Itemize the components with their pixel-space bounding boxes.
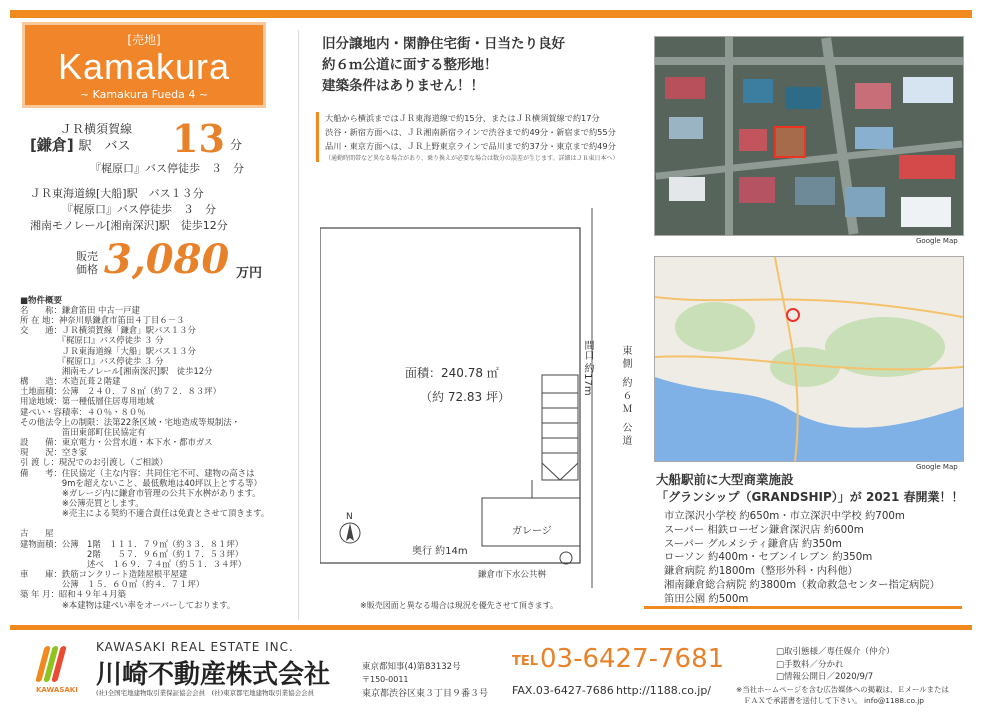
plan-area: 面積：240.78 ㎡ [405, 366, 499, 380]
price-label [76, 250, 98, 276]
spec-line: 『梶原口』バス停徒歩 ３ 分 [20, 355, 164, 366]
spec-line: ※公簿売買とします。 [20, 497, 144, 508]
spec-line: 述べ １６９．７４㎡（約５１．３４坪） [20, 558, 247, 569]
spec-line: 交 通：ＪＲ横須賀線「鎌倉」駅バス１３分 [20, 325, 196, 336]
plan-depth: 奥行 約14m [412, 546, 468, 557]
map-credit-2: Google Map [916, 463, 958, 471]
company-logo [40, 646, 64, 686]
page-title: Kamakura [57, 46, 231, 87]
access-sub-list [30, 186, 228, 234]
spec-line: 名 称：鎌倉笛田 中古一戸建 [20, 305, 140, 315]
bus-minutes-unit: 分 [230, 138, 243, 152]
facility-item: スーパー グルメシティ鎌倉店 約350m [664, 537, 842, 550]
tel-number[interactable]: 03-6427-7681 [540, 644, 725, 674]
spec-line: 築 年 月：昭和４９年４月築 [20, 589, 126, 600]
area-map-drawing [655, 257, 963, 461]
price-label-2: 価格 [76, 263, 98, 276]
spec-line: 公簿 １５．６０㎡（約４．７１坪） [20, 579, 205, 590]
spec-title: ■物件概要 [20, 296, 63, 306]
top-accent-bar [10, 10, 972, 18]
spec-line: 所 在 地：神奈川県鎌倉市笛田４丁目６－３ [20, 315, 185, 326]
access-detail-box [316, 112, 645, 162]
access-line1: ＪＲ横須賀線 [60, 122, 133, 136]
access-detail-line: 品川・東京方面へは、ＪＲ上野東京ラインで品川まで約37分・東京まで約49分 [325, 140, 616, 151]
spec-line: 備 考：住民協定（主な内容：共同住宅不可、建物の高さは [20, 467, 255, 478]
spec-line: 笛田東部町住民協定有 [20, 426, 146, 437]
facility-item: 鎌倉病院 約1800m（整形外科・内科他） [664, 565, 858, 578]
spec-line: 古 屋 [20, 528, 54, 539]
title-box [22, 22, 266, 108]
access-sub-item: 『梶原口』バス停徒歩 ３ 分 [62, 203, 216, 216]
aerial-map[interactable] [654, 36, 964, 236]
zip-code: 〒150-0011 [362, 675, 409, 684]
facility-item: スーパー 相鉄ローゼン鎌倉深沢店 約600m [664, 523, 864, 536]
spec-line: 湘南モノレール[湘南深沢]駅 徒歩12分 [20, 365, 213, 376]
access-sub-item: ＪＲ東海道線[大船]駅 バス１３分 [30, 187, 204, 200]
transaction-info [776, 646, 895, 684]
company-en: KAWASAKI REAL ESTATE INC. [96, 640, 294, 654]
access-bus-label: 駅 バス [78, 139, 131, 154]
price-label-1: 販売 [76, 250, 98, 263]
spec-list [20, 305, 269, 610]
spec-line: 建ぺい・容積率：４０％・８０％ [20, 406, 146, 417]
license-number: 東京都知事(4)第83132号 [362, 662, 461, 672]
facility-item: 湘南鎌倉総合病院 約3800m（救命救急センター指定病院） [664, 578, 940, 591]
spec-line: 現 況：空き家 [20, 447, 87, 458]
facility-underline [644, 606, 962, 609]
bus-minutes: 13 [172, 116, 225, 161]
aerial-map-drawing [655, 37, 963, 235]
page-subtitle: ~ Kamakura Fueda 4 ~ [79, 88, 209, 101]
spec-line: ※本建物は建ぺい率をオーバーしております。 [20, 599, 236, 610]
column-divider [298, 30, 299, 620]
access-sub-item: 湘南モノレール[湘南深沢]駅 徒歩12分 [30, 219, 228, 232]
spec-line [20, 518, 269, 528]
transaction-item: □取引態様／専任媒介（仲介） [776, 647, 895, 657]
bottom-accent-bar [10, 625, 972, 630]
website-link[interactable]: http://1188.co.jp/ [616, 684, 712, 697]
area-map[interactable] [654, 256, 964, 462]
spec-line: 『梶原口』バス停徒歩 ３ 分 [20, 335, 164, 346]
access-detail-line: 渋谷・新宿方面へは、ＪＲ湘南新宿ラインで渋谷まで約49分・新宿まで約55分 [325, 126, 616, 137]
spec-line: 構 造：木造瓦葺２階建 [20, 376, 121, 387]
spec-line: ＪＲ東海道線「大船」駅バス１３分 [20, 345, 196, 356]
facility-item: ローソン 約400m・セブンイレブン 約350m [664, 551, 873, 564]
price-unit: 万円 [236, 266, 263, 281]
company-jp: 川崎不動産株式会社 [96, 660, 331, 690]
station-name: [鎌倉] [30, 136, 74, 154]
headline-line: 旧分譲地内・閑静住宅街・日当たり良好 [322, 36, 565, 52]
company-assoc: (社)全国宅地建物取引業保証協会会員 (社)東京都宅地建物取引業協会会員 [96, 689, 315, 697]
facility-heading-1: 大船駅前に大型商業施設 [656, 472, 794, 487]
access-detail-line: 大船から横浜まではＪＲ東海道線で約15分、またはＪＲ横須賀線で約17分 [325, 113, 600, 123]
north-arrow-icon [340, 523, 360, 543]
fax-number: FAX.03-6427-7686 [512, 684, 614, 697]
spec-line: 土地面積：公簿 ２４０．７８㎡（約７２．８３坪） [20, 386, 221, 397]
disclaimer [736, 684, 949, 706]
plan-garage-label: ガレージ [512, 526, 552, 537]
facility-item: 笛田公園 約500m [664, 592, 749, 605]
transaction-item: □手数料／分かれ [776, 659, 844, 670]
access-note: （通勤時間帯など異なる場合があり、乗り換えが必要な場合は数分の誤差が生じます。詳細はＪＲ東日本へ） [325, 155, 619, 163]
headline-line: 建築条件はありません！！ [322, 78, 484, 94]
spec-line: 2階 ５７．９６㎡（約１７．５３坪） [20, 548, 244, 559]
staircase-outline [542, 375, 578, 480]
spec-line: ※売主による契約不適合責任は免責とさせて頂きます。 [20, 508, 270, 519]
plan-area-tsubo: （約 72.83 坪） [420, 390, 510, 404]
spec-line: ※ガレージ内に鎌倉市管理の公共下水桝があります。 [20, 487, 261, 498]
north-label: N [346, 512, 353, 522]
access-busstop: 『梶原口』バス停徒歩 ３ 分 [90, 162, 244, 175]
listing-type-tag: [売地] [127, 33, 161, 47]
spec-line: 9mを超えないこと、最低敷地は40坪以上とする等） [20, 477, 262, 488]
access-station-row [30, 134, 131, 155]
spec-line: 引 渡 し：現況でのお引渡し（ご相談） [20, 457, 168, 468]
road-label: 東側 約６Ｍ 公道 [620, 345, 631, 449]
address: 東京都渋谷区東３丁目９番３号 [362, 689, 489, 699]
sewer-manhole-icon [560, 552, 572, 564]
spec-line: 建物面積：公簿 1階 １１１．７９㎡（約３３．８１坪） [20, 538, 244, 549]
facility-item: 市立深沢小学校 約650m・市立深沢中学校 約700m [664, 510, 905, 522]
price-value: 3,080 [104, 236, 230, 283]
disclaimer-line: ※当社ホームページを含む広告媒体への掲載は、Ｅメールまたは [736, 685, 949, 694]
headline-line: 約６ｍ公道に面する整形地！ [322, 57, 498, 73]
plan-note: ※販売図面と異なる場合は現況を優先させて頂きます。 [360, 601, 559, 610]
map-credit-1: Google Map [916, 237, 958, 245]
sewer-label: 鎌倉市下水公共桝 [478, 570, 547, 580]
spec-line: 設 備：東京電力・公営水道・本下水・都市ガス [20, 437, 213, 448]
facility-heading-2: 「グランシップ（GRANDSHIP）」が 2021 春開業！！ [656, 490, 964, 504]
plan-frontage: 間口 約17m [582, 340, 593, 396]
headline [322, 34, 565, 97]
facility-list [664, 510, 940, 607]
logo-text: KAWASAKI [36, 686, 78, 694]
spec-line: その他法令上の制限：法第22条区域・宅地造成等規制法・ [20, 416, 241, 427]
tel-label: TEL [512, 654, 539, 669]
disclaimer-line: ＦＡＸで承諾書を送付して下さい。 info@1188.co.jp [736, 696, 924, 705]
spec-line: 車 庫：鉄筋コンクリート造陸屋根平屋建 [20, 569, 188, 580]
spec-line: 用途地域：第一種低層住居専用地域 [20, 396, 154, 407]
transaction-item: □情報公開日／2020/9/7 [776, 672, 874, 682]
